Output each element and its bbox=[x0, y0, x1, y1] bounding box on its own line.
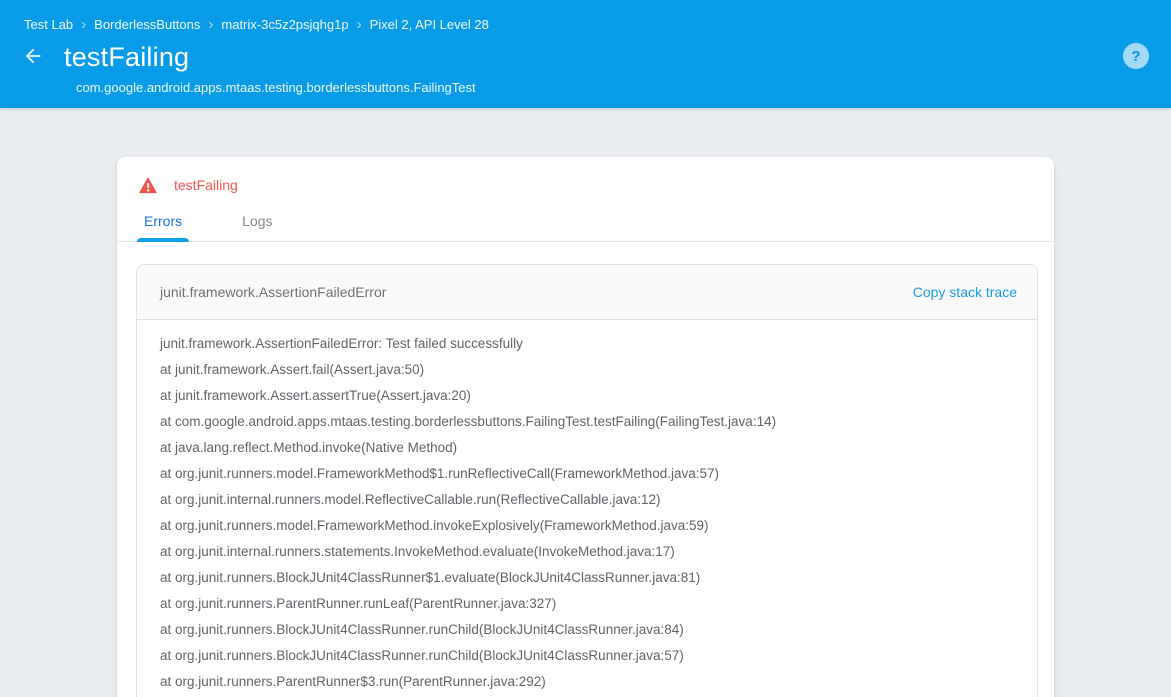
stack-trace bbox=[137, 320, 1037, 697]
help-button[interactable] bbox=[1123, 43, 1149, 69]
test-result-card bbox=[117, 157, 1054, 697]
tab-logs[interactable]: Logs bbox=[235, 207, 279, 241]
stack-trace-line: at org.junit.internal.runners.statements.InvokeMethod.evaluate(InvokeMethod.java:17) bbox=[160, 544, 675, 559]
stack-trace-line: at org.junit.runners.ParentRunner$3.run(ParentRunner.java:292) bbox=[160, 674, 546, 689]
tab-bar bbox=[117, 207, 1054, 242]
error-title: junit.framework.AssertionFailedError bbox=[160, 284, 387, 300]
error-panel bbox=[136, 264, 1038, 697]
breadcrumb-item[interactable]: Test Lab bbox=[24, 16, 74, 32]
copy-stack-trace-button[interactable]: Copy stack trace bbox=[912, 284, 1017, 300]
stack-trace-line: at org.junit.internal.runners.model.ReflectiveCallable.run(ReflectiveCallable.java:12) bbox=[160, 492, 661, 507]
test-status-row bbox=[117, 157, 1054, 194]
stack-trace-line: at org.junit.runners.BlockJUnit4ClassRunner.runChild(BlockJUnit4ClassRunner.java:57) bbox=[160, 648, 684, 663]
breadcrumb-item: Pixel 2, API Level 28 bbox=[369, 16, 489, 32]
stack-trace-line: at junit.framework.Assert.assertTrue(Assert.java:20) bbox=[160, 388, 471, 403]
stack-trace-line: at java.lang.reflect.Method.invoke(Native Method) bbox=[160, 440, 458, 455]
warning-icon bbox=[138, 176, 158, 194]
stack-trace-line: at org.junit.runners.model.FrameworkMethod.invokeExplosively(FrameworkMethod.java:59) bbox=[160, 518, 709, 533]
back-button[interactable] bbox=[21, 46, 45, 70]
stack-trace-line: at org.junit.runners.BlockJUnit4ClassRunner$1.evaluate(BlockJUnit4ClassRunner.java:81) bbox=[160, 570, 701, 585]
test-name-label: testFailing bbox=[174, 177, 238, 193]
error-panel-header bbox=[137, 265, 1037, 320]
arrow-back-icon bbox=[22, 45, 44, 70]
chevron-right-icon: › bbox=[81, 16, 87, 33]
stack-trace-line: at com.google.android.apps.mtaas.testing.borderlessbuttons.FailingTest.testFailing(FailingTest.java:14) bbox=[160, 414, 777, 429]
stack-trace-line: at org.junit.runners.BlockJUnit4ClassRunner.runChild(BlockJUnit4ClassRunner.java:84) bbox=[160, 622, 684, 637]
chevron-right-icon: › bbox=[208, 16, 214, 33]
page-subtitle: com.google.android.apps.mtaas.testing.borderlessbuttons.FailingTest bbox=[76, 80, 476, 95]
question-mark-icon: ? bbox=[1131, 47, 1141, 65]
page-title: testFailing bbox=[64, 42, 190, 72]
breadcrumb bbox=[0, 0, 1171, 32]
stack-trace-line: at junit.framework.Assert.fail(Assert.java:50) bbox=[160, 362, 425, 377]
breadcrumb-item[interactable]: matrix-3c5z2psjqhg1p bbox=[221, 16, 349, 32]
chevron-right-icon: › bbox=[356, 16, 362, 33]
app-header bbox=[0, 0, 1171, 108]
tab-errors[interactable]: Errors bbox=[137, 207, 189, 241]
title-row bbox=[21, 42, 1171, 73]
stack-trace-line: at org.junit.runners.ParentRunner.runLeaf(ParentRunner.java:327) bbox=[160, 596, 557, 611]
stack-trace-line: at org.junit.runners.model.FrameworkMethod$1.runReflectiveCall(FrameworkMethod.java:57) bbox=[160, 466, 719, 481]
main-content bbox=[0, 157, 1171, 697]
breadcrumb-item[interactable]: BorderlessButtons bbox=[94, 16, 201, 32]
stack-trace-line: junit.framework.AssertionFailedError: Test failed successfully bbox=[160, 336, 523, 351]
